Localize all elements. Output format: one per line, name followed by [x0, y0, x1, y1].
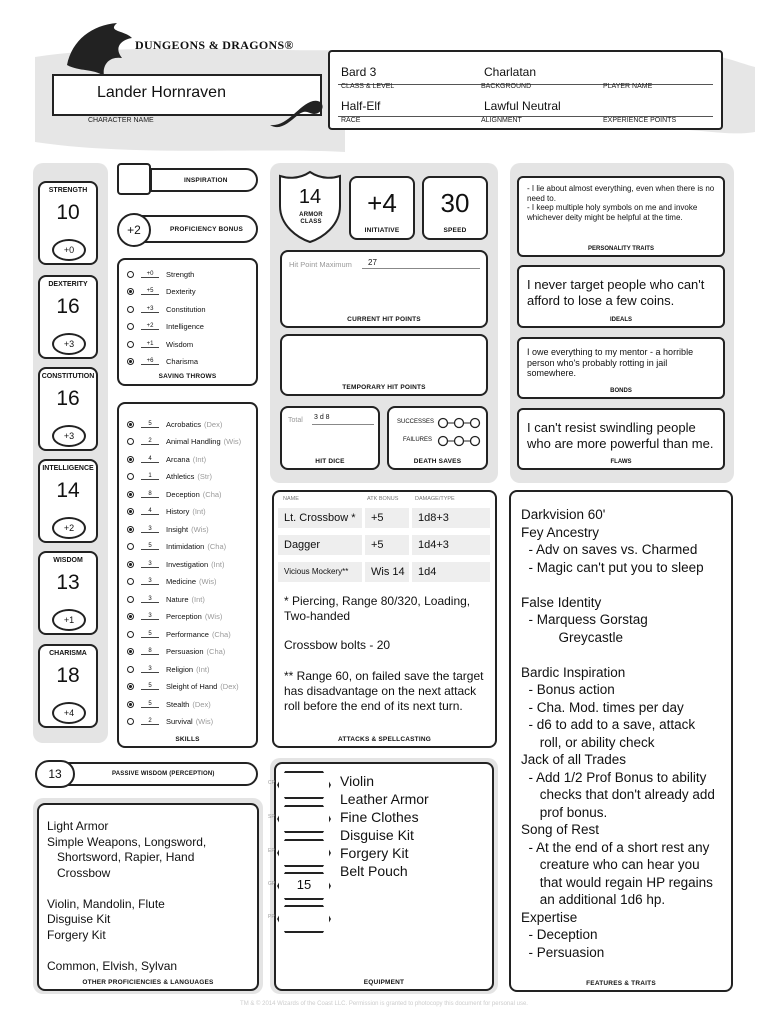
proficiencies-text: Light Armor Simple Weapons, Longsword, Shortsword, Rapier, Hand Crossbow Violin, Mandolin, Flute Disguise Kit Forgery Kit Common, Elvish, Sylvan: [47, 819, 207, 973]
proficiency-dot: [127, 491, 134, 498]
saving-throw-row[interactable]: [127, 320, 204, 332]
saving-throw-value: +5: [141, 288, 159, 295]
proficiency-dot: [127, 526, 134, 533]
skill-attribute: (Cha): [206, 646, 226, 656]
successes-label: SUCCESSES: [397, 419, 435, 425]
personality-traits-label: PERSONALITY TRAITS: [588, 246, 654, 252]
skill-row[interactable]: [127, 540, 226, 552]
skill-value: 3: [141, 596, 159, 603]
skill-value: 5: [141, 421, 159, 428]
skill-value: 2: [141, 718, 159, 725]
skill-attribute: (Wis): [191, 524, 209, 534]
current-hit-points-box[interactable]: [280, 250, 488, 328]
skill-value: 3: [141, 561, 159, 568]
proficiency-dot: [127, 438, 134, 445]
equipment-item: Violin: [340, 773, 374, 789]
coin-ep-field[interactable]: [277, 839, 331, 867]
proficiency-dot: [127, 718, 134, 725]
ability-score: 16: [56, 295, 80, 318]
skill-attribute: (Wis): [199, 576, 217, 586]
proficiency-dot: [127, 341, 134, 348]
saving-throw-name: Dexterity: [166, 286, 196, 296]
skill-attribute: (Wis): [204, 611, 223, 621]
armor-class-value[interactable]: 14: [298, 186, 322, 208]
saving-throw-row[interactable]: [127, 355, 198, 367]
proficiency-dot: [127, 596, 134, 603]
ability-intelligence[interactable]: [38, 459, 98, 543]
ability-modifier: +3: [52, 333, 86, 355]
passive-wisdom-label: PASSIVE WISDOM (PERCEPTION): [112, 771, 215, 777]
skill-value: 8: [141, 648, 159, 655]
proficiency-dot: [127, 648, 134, 655]
skill-attribute: (Int): [191, 594, 205, 604]
race-label: RACE: [341, 117, 361, 124]
skill-value: 5: [141, 683, 159, 690]
coin-sp-field[interactable]: [277, 805, 331, 833]
attack-damage[interactable]: 1d8+3: [412, 508, 490, 528]
skill-attribute: (Dex): [220, 681, 239, 691]
skill-attribute: (Cha): [211, 629, 231, 639]
proficiency-dot: [127, 701, 134, 708]
skill-attribute: (Dex): [192, 699, 211, 709]
ability-name: INTELLIGENCE: [42, 465, 94, 472]
ability-name: STRENGTH: [48, 187, 88, 194]
skill-name: Insight: [166, 524, 189, 534]
coin-pp-field[interactable]: [277, 905, 331, 933]
skill-name: Investigation: [166, 559, 209, 569]
saving-throw-name: Strength: [166, 269, 195, 279]
inspiration-label: INSPIRATION: [184, 177, 228, 184]
saving-throw-name: Intelligence: [166, 321, 204, 331]
skill-name: Arcana: [166, 454, 190, 464]
skill-name: Acrobatics: [166, 419, 202, 429]
proficiency-dot: [127, 578, 134, 585]
proficiency-bonus-value[interactable]: +2: [117, 213, 151, 247]
ability-charisma[interactable]: [38, 644, 98, 728]
skill-name: Stealth: [166, 699, 190, 709]
hit-dice-box[interactable]: [280, 406, 380, 470]
coin-cp-label: CP: [268, 780, 275, 786]
equipment-item: Leather Armor: [340, 791, 429, 807]
proficiency-dot: [127, 288, 134, 295]
skill-attribute: (Int): [196, 664, 210, 674]
skill-row[interactable]: [127, 558, 224, 570]
skill-name: Deception: [166, 489, 200, 499]
background-value: Charlatan: [484, 65, 537, 79]
ability-name: CONSTITUTION: [41, 373, 95, 380]
attack-note: * Piercing, Range 80/320, Loading, Two-handed: [284, 594, 471, 623]
ability-modifier: +1: [52, 609, 86, 631]
hp-max-value: 27: [368, 258, 377, 267]
proficiency-dot: [127, 666, 134, 673]
skill-row[interactable]: [127, 435, 241, 447]
skill-row[interactable]: [127, 610, 222, 622]
dnd-logo-text: DUNGEONS & DRAGONS®: [135, 38, 294, 52]
saving-throw-name: Charisma: [166, 356, 199, 366]
class-level-label: CLASS & LEVEL: [341, 83, 395, 90]
skill-row[interactable]: [127, 593, 205, 605]
attack-damage[interactable]: 1d4: [412, 562, 490, 582]
class-level-value: Bard 3: [341, 65, 377, 79]
equipment-item: Forgery Kit: [340, 845, 409, 861]
skill-value: 5: [141, 543, 159, 550]
skill-attribute: (Int): [192, 454, 207, 464]
personality-traits-box[interactable]: [517, 176, 725, 257]
skill-attribute: (Dex): [204, 419, 223, 429]
successes-circles-icon[interactable]: [437, 417, 483, 429]
attack-header-name: NAME: [283, 496, 299, 502]
dragon-logo-icon: [62, 20, 142, 80]
proficiency-bonus-label: PROFICIENCY BONUS: [170, 226, 243, 233]
race-value: Half-Elf: [341, 99, 381, 113]
attack-header-bonus: ATK BONUS: [367, 496, 399, 502]
flaws-box[interactable]: [517, 408, 725, 470]
skill-attribute: (Str): [197, 471, 212, 481]
saving-throw-row[interactable]: [127, 268, 194, 280]
skill-row[interactable]: [127, 470, 212, 482]
skills-label: SKILLS: [175, 736, 200, 743]
failures-label: FAILURES: [403, 437, 433, 443]
hp-max-label: Hit Point Maximum: [289, 260, 352, 269]
death-saves-label: DEATH SAVES: [413, 458, 462, 465]
skill-attribute: (Wis): [195, 716, 214, 726]
attack-name[interactable]: Dagger: [278, 535, 362, 555]
proficiencies-label: OTHER PROFICIENCIES & LANGUAGES: [82, 979, 214, 986]
alignment-label: ALIGNMENT: [481, 117, 522, 124]
initiative-box[interactable]: [349, 176, 415, 240]
attack-bonus[interactable]: +5: [365, 508, 409, 528]
saving-throw-value: +1: [141, 341, 159, 348]
skill-row[interactable]: [127, 575, 217, 587]
ability-name: DEXTERITY: [48, 281, 88, 288]
attack-name[interactable]: Lt. Crossbow *: [278, 508, 362, 528]
bonds-text: I owe everything to my mentor - a horrible person who's probably rotting in jail somewhere.: [527, 347, 694, 378]
ability-name: CHARISMA: [49, 650, 87, 657]
hit-dice-total-line: [312, 424, 374, 425]
proficiencies-box[interactable]: [37, 803, 259, 991]
skill-attribute: (Wis): [223, 436, 242, 446]
skill-row[interactable]: [127, 505, 206, 517]
proficiency-dot: [127, 323, 134, 330]
ability-wisdom[interactable]: [38, 551, 98, 635]
temporary-hit-points-label: TEMPORARY HIT POINTS: [342, 384, 426, 391]
ability-modifier: +4: [52, 702, 86, 724]
ideals-text: I never target people who can't afford to lose a few coins.: [527, 277, 705, 308]
skill-row[interactable]: [127, 488, 222, 500]
proficiency-dot: [127, 508, 134, 515]
skill-value: 5: [141, 631, 159, 638]
skill-value: 2: [141, 438, 159, 445]
personality-traits-text: - I lie about almost everything, even when there is no need to. - I keep multiple holy symbols on me and invoke whichever deity might be helpful at the time.: [527, 184, 715, 222]
skill-name: Survival: [166, 716, 193, 726]
attack-name[interactable]: Vicious Mockery**: [278, 562, 362, 582]
saving-throw-row[interactable]: [127, 338, 193, 350]
inspiration-checkbox[interactable]: [117, 163, 151, 195]
background-label: BACKGROUND: [481, 83, 532, 90]
skill-name: History: [166, 506, 190, 516]
attack-note: ** Range 60, on failed save the target has disadvantage on the next attack roll before the end of its next turn.: [284, 669, 484, 713]
passive-wisdom-field: [55, 762, 258, 786]
passive-wisdom-value[interactable]: 13: [35, 760, 75, 788]
skill-value: 3: [141, 578, 159, 585]
ability-modifier: +3: [52, 425, 86, 447]
temporary-hit-points-box[interactable]: [280, 334, 488, 396]
proficiency-dot: [127, 631, 134, 638]
skills-box: [117, 402, 258, 748]
equipment-item: Belt Pouch: [340, 863, 408, 879]
ability-score: 18: [56, 664, 80, 687]
skill-value: 3: [141, 526, 159, 533]
ability-constitution[interactable]: [38, 367, 98, 451]
proficiency-dot: [127, 456, 134, 463]
skill-attribute: (Cha): [202, 489, 222, 499]
attacks-label: ATTACKS & SPELLCASTING: [338, 736, 431, 743]
saving-throw-value: +6: [141, 358, 159, 365]
ability-modifier: +0: [52, 239, 86, 261]
skill-value: 4: [141, 508, 159, 515]
ideals-label: IDEALS: [609, 317, 632, 323]
skill-name: Medicine: [166, 576, 197, 586]
equipment-label: EQUIPMENT: [363, 979, 405, 986]
skill-name: Sleight of Hand: [166, 681, 218, 691]
features-box[interactable]: [509, 490, 733, 992]
skill-row[interactable]: [127, 645, 225, 657]
attack-bonus[interactable]: +5: [365, 535, 409, 555]
skill-row[interactable]: [127, 663, 209, 675]
attack-header-damage: DAMAGE/TYPE: [415, 496, 455, 502]
proficiency-dot: [127, 683, 134, 690]
skill-value: 5: [141, 701, 159, 708]
skill-value: 8: [141, 491, 159, 498]
saving-throws-label: SAVING THROWS: [158, 373, 217, 380]
features-label: FEATURES & TRAITS: [586, 980, 656, 987]
attack-note: Crossbow bolts - 20: [284, 638, 391, 652]
coin-sp-label: SP: [268, 814, 275, 820]
saving-throw-value: +2: [141, 323, 159, 330]
skill-name: Persuasion: [166, 646, 204, 656]
skill-attribute: (Int): [192, 506, 206, 516]
bonds-box[interactable]: [517, 337, 725, 399]
skill-name: Athletics: [166, 471, 195, 481]
ideals-box[interactable]: [517, 265, 725, 328]
saving-throw-name: Constitution: [166, 304, 206, 314]
inspiration-field: [150, 168, 258, 192]
death-saves-box: [387, 406, 488, 470]
hit-dice-total-label: Total: [288, 417, 303, 424]
skill-attribute: (Int): [211, 559, 225, 569]
skill-name: Nature: [166, 594, 189, 604]
coin-cp-field[interactable]: [277, 771, 331, 799]
skill-row[interactable]: [127, 698, 211, 710]
speed-value: 30: [440, 188, 470, 218]
ability-score: 14: [56, 479, 80, 502]
ability-score: 16: [56, 387, 80, 410]
skill-value: 3: [141, 666, 159, 673]
skill-name: Intimidation: [166, 541, 205, 551]
skill-row[interactable]: [127, 715, 213, 727]
ability-modifier: +2: [52, 517, 86, 539]
saving-throw-row[interactable]: [127, 285, 196, 297]
skill-row[interactable]: [127, 628, 231, 640]
ability-dexterity[interactable]: [38, 275, 98, 359]
skill-value: 3: [141, 613, 159, 620]
proficiency-dot: [127, 613, 134, 620]
player-name-label: PLAYER NAME: [603, 83, 653, 90]
ability-score: 13: [56, 571, 80, 594]
proficiency-dot: [127, 543, 134, 550]
initiative-label: INITIATIVE: [364, 227, 400, 234]
saving-throw-name: Wisdom: [166, 339, 194, 349]
ability-score: 10: [56, 201, 80, 224]
proficiency-dot: [127, 561, 134, 568]
skill-value: 1: [141, 473, 159, 480]
equipment-item: Disguise Kit: [340, 827, 414, 843]
initiative-value: +4: [367, 188, 397, 218]
skill-row[interactable]: [127, 523, 209, 535]
character-name-label: CHARACTER NAME: [88, 117, 154, 124]
saving-throw-value: +3: [141, 306, 159, 313]
skill-row[interactable]: [127, 418, 222, 430]
experience-points-label: EXPERIENCE POINTS: [603, 117, 677, 124]
proficiency-dot: [127, 306, 134, 313]
copyright-footer: TM & © 2014 Wizards of the Coast LLC. Permission is granted to photocopy this document for personal use.: [240, 1001, 528, 1007]
saving-throw-value: +0: [141, 271, 159, 278]
ability-strength[interactable]: [38, 181, 98, 265]
coin-ep-label: EP: [268, 848, 275, 854]
alignment-value: Lawful Neutral: [484, 99, 561, 113]
hit-dice-total-value: 3 d 8: [314, 414, 330, 421]
current-hit-points-label: CURRENT HIT POINTS: [347, 316, 421, 323]
proficiency-dot: [127, 421, 134, 428]
attack-bonus[interactable]: Wis 14: [365, 562, 409, 582]
skill-name: Animal Handling: [166, 436, 221, 446]
skill-name: Perception: [166, 611, 202, 621]
coin-pp-label: PP: [268, 914, 275, 920]
saving-throws-box: [117, 258, 258, 386]
skill-name: Religion: [166, 664, 194, 674]
flaws-label: FLAWS: [610, 459, 632, 465]
character-name-value: Lander Hornraven: [97, 84, 226, 101]
speed-label: SPEED: [443, 227, 467, 234]
hit-dice-label: HIT DICE: [315, 458, 345, 465]
coin-gp-value: 15: [296, 877, 312, 892]
skill-attribute: (Cha): [207, 541, 227, 551]
speed-box[interactable]: [422, 176, 488, 240]
attacks-box: [272, 490, 497, 748]
attack-damage[interactable]: 1d4+3: [412, 535, 490, 555]
banner-scroll-icon: [268, 95, 328, 135]
skill-value: 4: [141, 456, 159, 463]
ability-name: WISDOM: [53, 557, 83, 564]
saving-throw-row[interactable]: [127, 303, 206, 315]
proficiency-dot: [127, 473, 134, 480]
skill-row[interactable]: [127, 453, 206, 465]
flaws-text: I can't resist swindling people who are more powerful than me.: [527, 420, 714, 451]
proficiency-dot: [127, 358, 134, 365]
equipment-item: Fine Clothes: [340, 809, 419, 825]
hp-max-line: [362, 268, 480, 269]
skill-name: Performance: [166, 629, 209, 639]
failures-circles-icon[interactable]: [437, 435, 483, 447]
bonds-label: BONDS: [610, 388, 632, 394]
proficiency-dot: [127, 271, 134, 278]
armor-class-label: ARMOR CLASS: [299, 212, 323, 225]
features-text: Darkvision 60' Fey Ancestry - Adv on saves vs. Charmed - Magic can't put you to sleep False Identity - Marquess Gorstag Greycastle Bardic Inspiration - Bonus action - Cha. Mod. times per day - d6 to add to a save, attack roll, or ability check Jack of all Trades - Add 1/2 Prof Bonus to ability checks that don't already add prof bonus. Song of Rest - At the end of a short rest any creature who can hear you that would regain HP regains an additional 1d6 hp. Expertise - Deception - Persuasion: [521, 507, 715, 960]
skill-row[interactable]: [127, 680, 239, 692]
coin-gp-label: GP: [268, 881, 276, 887]
